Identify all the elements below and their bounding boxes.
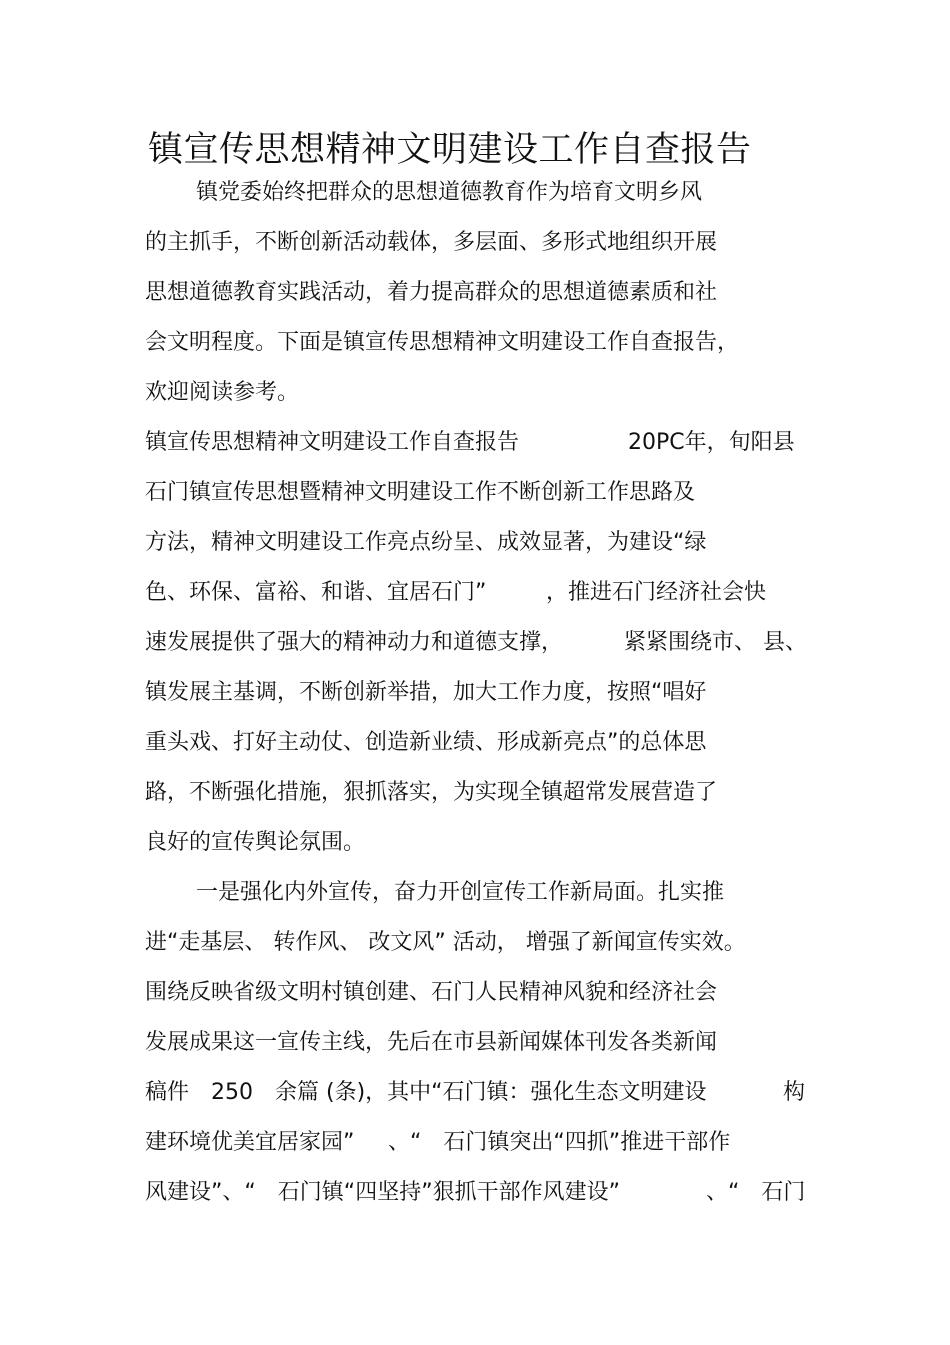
paragraph-line: 的主抓手，不断创新活动载体，多层面、多形式地组织开展 bbox=[145, 230, 718, 255]
paragraph-line-segment: 色、环保、富裕、和谐、宜居石门” bbox=[145, 580, 487, 605]
paragraph-line-segment: 20PC年，旬阳县 bbox=[628, 430, 795, 455]
paragraph-line-segment: 稿件 250 余篇 (条)，其中“石门镇：强化生态文明建设 bbox=[145, 1080, 707, 1105]
paragraph-line: 进“走基层、 转作风、 改文风” 活动， 增强了新闻宣传实效。 bbox=[145, 930, 746, 955]
paragraph-line: 欢迎阅读参考。 bbox=[145, 380, 300, 405]
document-title: 镇宣传思想精神文明建设工作自查报告 bbox=[148, 130, 752, 170]
paragraph-line-segment: 速发展提供了强大的精神动力和道德支撑， bbox=[145, 630, 564, 655]
paragraph-line: 良好的宣传舆论氛围。 bbox=[145, 830, 366, 855]
paragraph-line: 一是强化内外宣传，奋力开创宣传工作新局面。扎实推 bbox=[196, 880, 725, 905]
paragraph-line-segment: 风建设”、“ 石门镇“四坚持”狠抓干部作风建设” bbox=[145, 1180, 620, 1205]
paragraph-line: 会文明程度。下面是镇宣传思想精神文明建设工作自查报告， bbox=[145, 330, 740, 355]
report-subtitle: 镇宣传思想精神文明建设工作自查报告 bbox=[145, 430, 520, 455]
paragraph-line-segment: 构 bbox=[783, 1080, 806, 1105]
paragraph-line: 重头戏、打好主动仗、创造新业绩、形成新亮点”的总体思 bbox=[145, 730, 707, 755]
paragraph-line: 发展成果这一宣传主线，先后在市县新闻媒体刊发各类新闻 bbox=[145, 1030, 718, 1055]
paragraph-line: 镇发展主基调，不断创新举措，加大工作力度，按照“唱好 bbox=[145, 680, 707, 705]
paragraph-line-segment: 紧紧围绕市、 县、 bbox=[624, 630, 807, 655]
paragraph-line: 围绕反映省级文明村镇创建、石门人民精神风貌和经济社会 bbox=[145, 980, 718, 1005]
paragraph-line-segment: 、“ 石门 bbox=[706, 1180, 806, 1205]
paragraph-line: 思想道德教育实践活动，着力提高群众的思想道德素质和社 bbox=[145, 280, 718, 305]
paragraph-line-segment: 建环境优美宜居家园” bbox=[145, 1130, 355, 1155]
paragraph-line: 石门镇宣传思想暨精神文明建设工作不断创新工作思路及 bbox=[145, 480, 696, 505]
paragraph-line-segment: ，推进石门经济社会快 bbox=[546, 580, 767, 605]
paragraph-line: 镇党委始终把群众的思想道德教育作为培育文明乡风 bbox=[196, 180, 703, 205]
paragraph-line: 路，不断强化措施，狠抓落实，为实现全镇超常发展营造了 bbox=[145, 780, 718, 805]
paragraph-line: 方法，精神文明建设工作亮点纷呈、成效显著，为建设“绿 bbox=[145, 530, 707, 555]
paragraph-line-segment: 、“ 石门镇突出“四抓”推进干部作 bbox=[388, 1130, 731, 1155]
